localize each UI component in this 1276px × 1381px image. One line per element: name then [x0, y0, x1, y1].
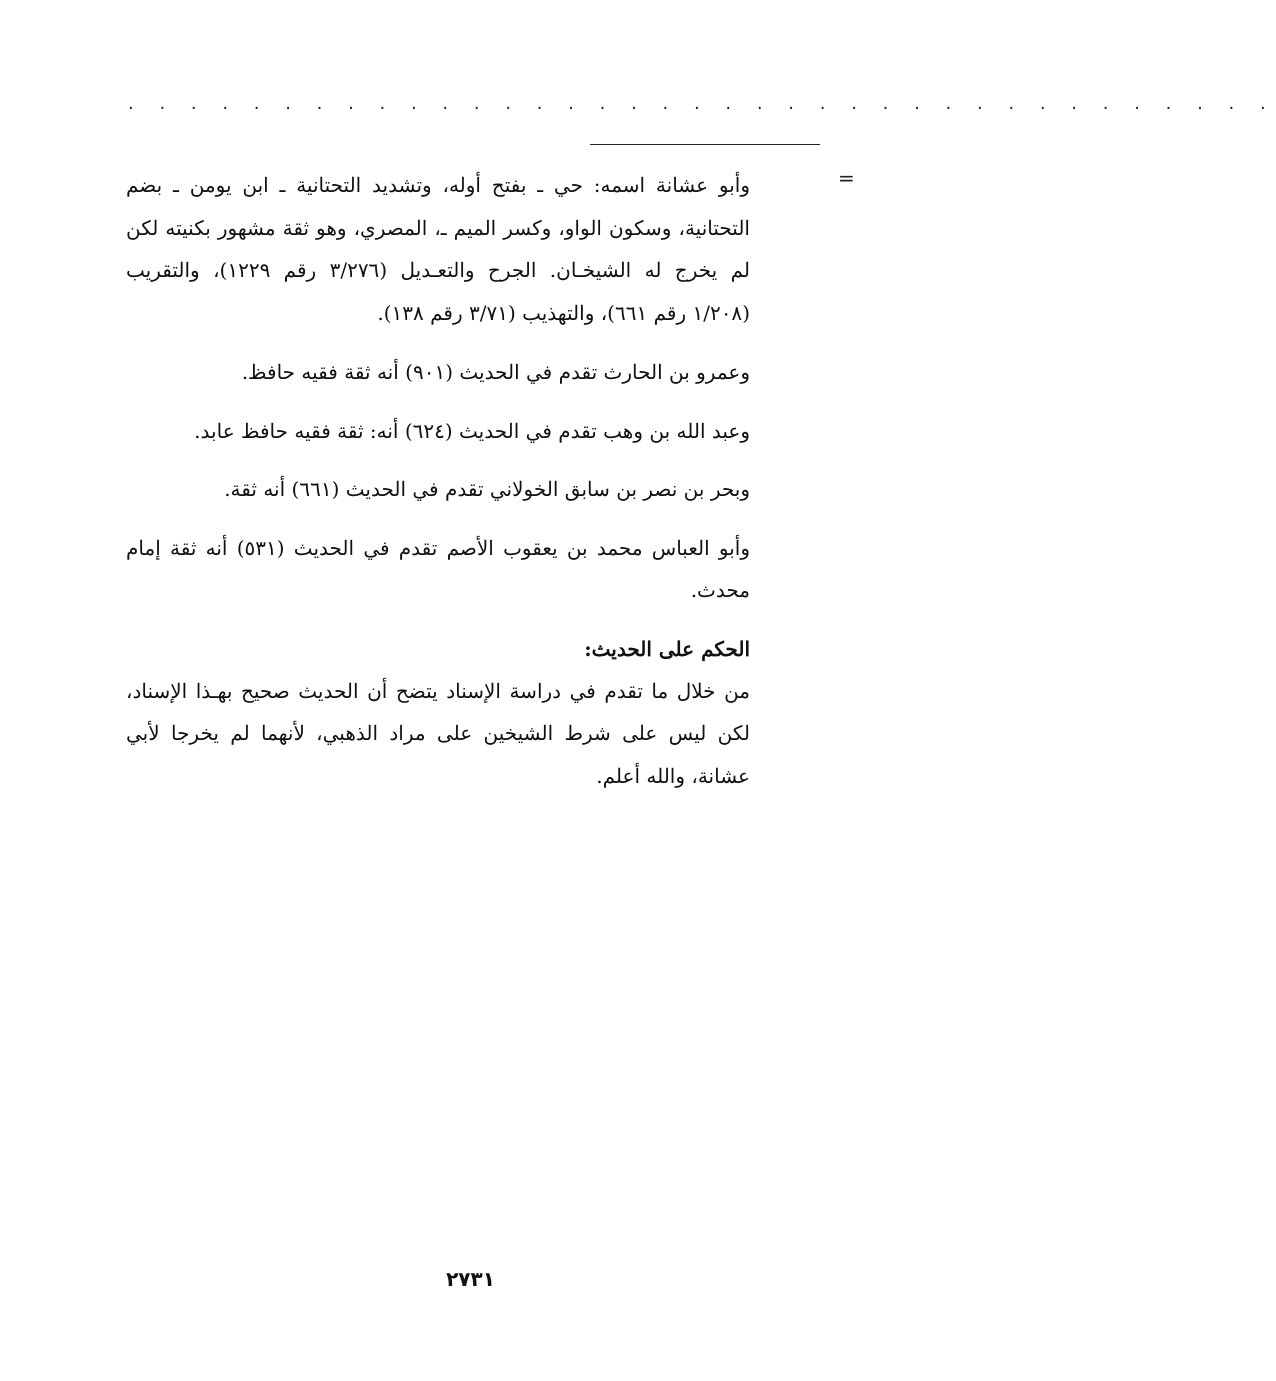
dotted-separator: . . . . . . . . . . . . . . . . . . . . . . . . . . . . . . . . . . . . . [128, 93, 1276, 114]
narrator-paragraph-ibn-wahb: وعبد الله بن وهب تقدم في الحديث (٦٢٤) أنه: ثقة فقيه حافظ عابد. [194, 418, 750, 443]
page-body [126, 164, 750, 813]
judgment-paragraph: من خلال ما تقدم في دراسة الإسناد يتضح أن الحديث صحيح بهـذا الإسناد، لكن ليس على شرط الشيخين على مراد الذهبي، لأنهما لم يخرجا لأبي عشانة، والله أعلم. [126, 678, 750, 788]
narrator-paragraph-amr: وعمرو بن الحارث تقدم في الحديث (٩٠١) أنه ثقة فقيه حافظ. [241, 360, 750, 384]
footnote-rule [590, 144, 820, 145]
page-number: ٢٧٣١ [446, 1267, 495, 1291]
continuation-mark: = [838, 166, 855, 190]
narrator-paragraph-bahr: وبحر بن نصر بن سابق الخولاني تقدم في الحديث (٦٦١) أنه ثقة. [224, 477, 750, 501]
narrator-paragraph-asam: وأبو العباس محمد بن يعقوب الأصم تقدم في الحديث (٥٣١) أنه ثقة إمام محدث. [126, 535, 750, 602]
footnote-paragraph: وأبو عشانة اسمه: حي ـ بفتح أوله، وتشديد التحتانية ـ ابن يومن ـ بضم التحتانية، وسكون الواو، وكسر الميم ـ، المصري، وهو ثقة مشهور بكنيته لكن لم يخرج له الشيخـان. الجرح والتعـديل (٣/٢٧٦ رقم ١٢٢٩)، والتقريب (١/٢٠٨ رقم ٦٦١)، والتهذيب (٣/٧١ رقم ١٣٨). [126, 173, 750, 325]
section-heading: الحكم على الحديث: [584, 636, 750, 661]
